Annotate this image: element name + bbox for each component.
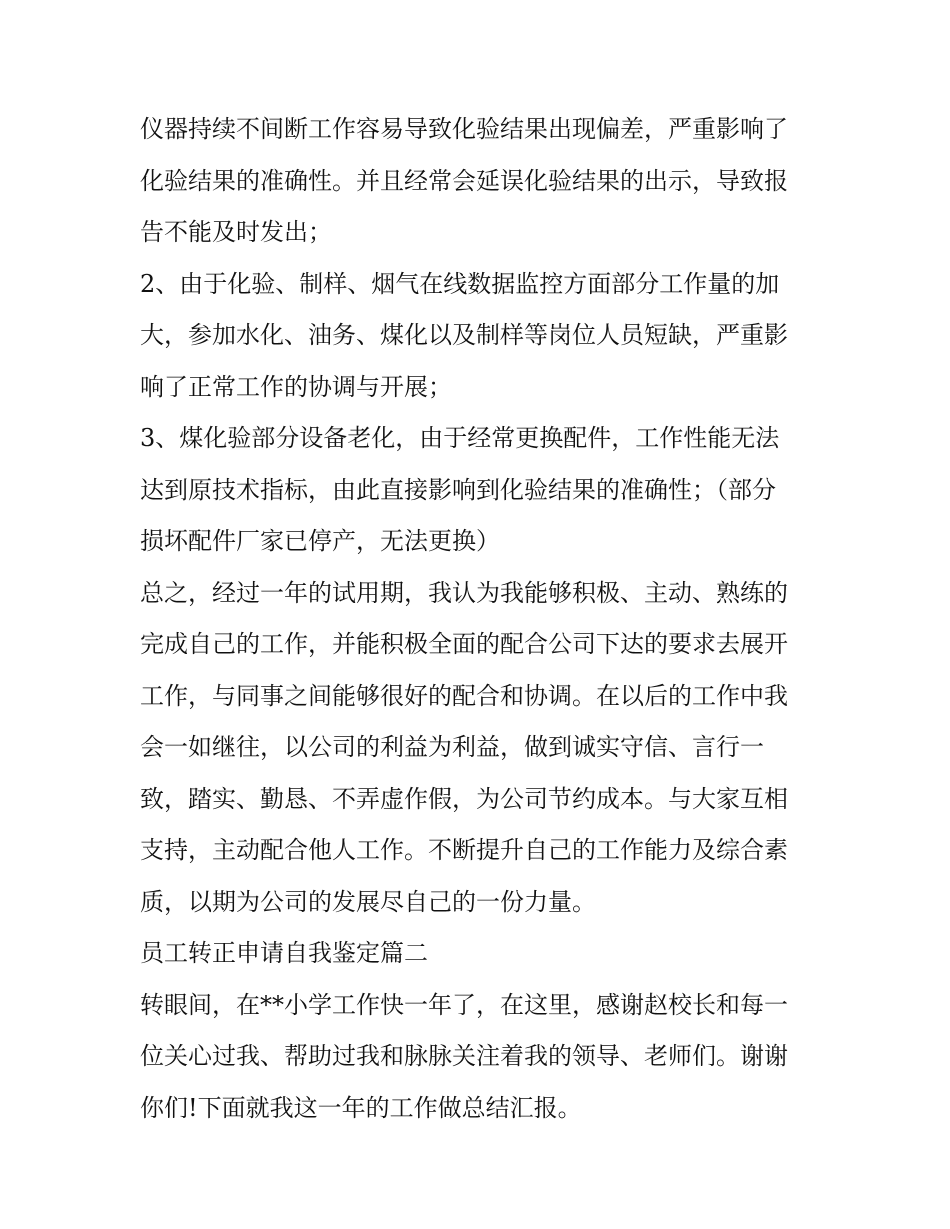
text-line: 转眼间，在**小学工作快一年了，在这里，感谢赵校长和每一 bbox=[140, 990, 788, 1019]
text-line: 工作，与同事之间能够很好的配合和协调。在以后的工作中我 bbox=[140, 681, 788, 710]
text-line: 会一如继往，以公司的利益为利益，做到诚实守信、言行一 bbox=[140, 733, 764, 761]
text-line: 你们!下面就我这一年的工作做总结汇报。 bbox=[140, 1093, 582, 1122]
text-line: 仪器持续不间断工作容易导致化验结果出现偏差，严重影响了 bbox=[140, 115, 788, 143]
text-line: 化验结果的准确性。并且经常会延误化验结果的出示，导致报 bbox=[140, 166, 788, 195]
text-line: 总之，经过一年的试用期，我认为我能够积极、主动、熟练的 bbox=[140, 578, 788, 607]
text-line: 质，以期为公司的发展尽自己的一份力量。 bbox=[140, 887, 596, 916]
text-line: 损坏配件厂家已停产，无法更换） bbox=[140, 527, 500, 555]
text-line: 3、煤化验部分设备老化，由于经常更换配件，工作性能无法 bbox=[140, 424, 780, 452]
document-body bbox=[140, 104, 820, 1134]
text-line: 支持，主动配合他人工作。不断提升自己的工作能力及综合素 bbox=[140, 836, 788, 864]
text-line: 达到原技术指标，由此直接影响到化验结果的准确性；（部分 bbox=[140, 475, 776, 504]
text-line: 告不能及时发出； bbox=[140, 218, 332, 246]
text-line: 大，参加水化、油务、煤化以及制样等岗位人员短缺，严重影 bbox=[140, 321, 788, 349]
text-line: 完成自己的工作，并能积极全面的配合公司下达的要求去展开 bbox=[140, 630, 788, 658]
section-heading: 员工转正申请自我鉴定篇二 bbox=[140, 939, 428, 967]
text-line: 位关心过我、帮助过我和脉脉关注着我的领导、老师们。谢谢 bbox=[140, 1042, 788, 1070]
text-line: 2、由于化验、制样、烟气在线数据监控方面部分工作量的加 bbox=[140, 269, 780, 298]
text-line: 响了正常工作的协调与开展； bbox=[140, 372, 452, 401]
text-line: 致，踏实、勤恳、不弄虚作假，为公司节约成本。与大家互相 bbox=[140, 784, 788, 813]
